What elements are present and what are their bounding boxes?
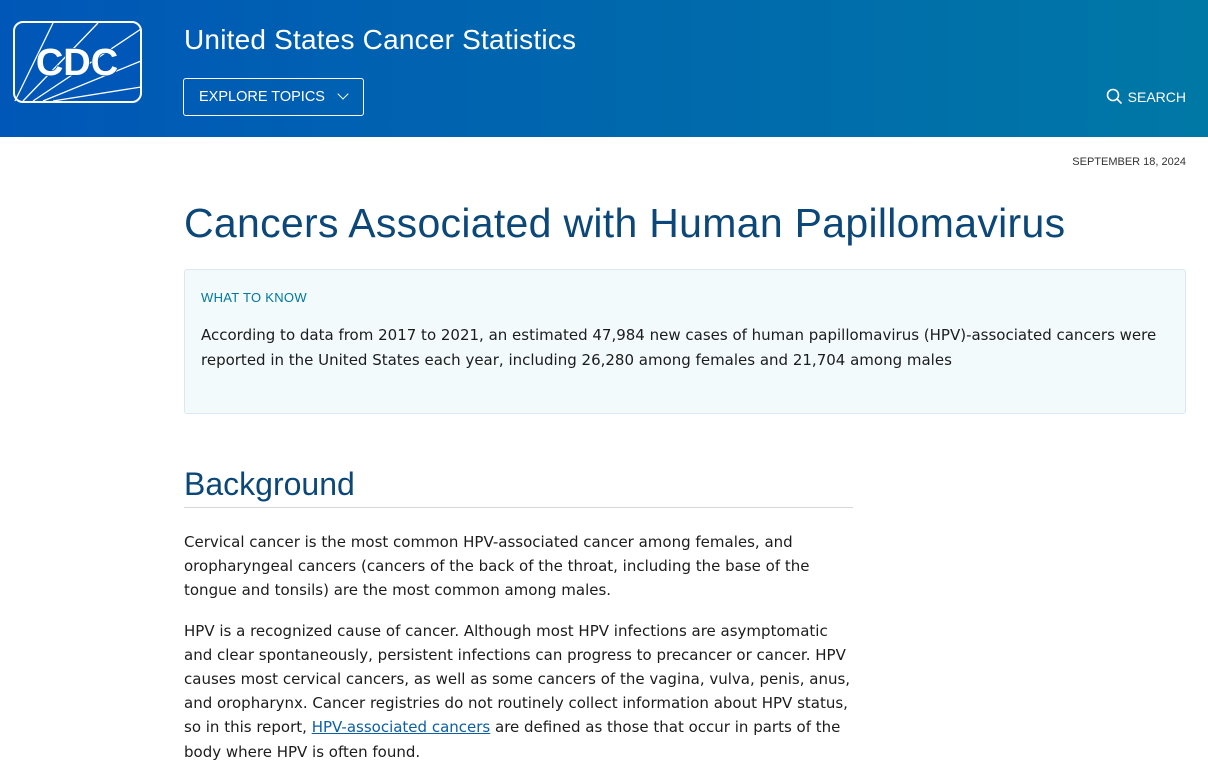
site-header — [0, 0, 1208, 137]
what-to-know-callout — [184, 269, 1186, 414]
site-title[interactable]: United States Cancer Statistics — [184, 24, 577, 55]
explore-topics-button[interactable] — [183, 78, 364, 116]
search-icon — [1106, 88, 1123, 105]
callout-text: According to data from 2017 to 2021, an estimated 47,984 new cases of human papillomavirus (HPV)-associated cancers were reported in the United States each year, including 26,280 among females and 21,704 among males — [201, 326, 1157, 369]
svg-text:CDC: CDC — [35, 42, 119, 84]
callout-title: WHAT TO KNOW — [201, 290, 307, 305]
background-paragraph-1: Cervical cancer is the most common HPV-associated cancer among females, and oropharyngeal cancers (cancers of the back of the throat, including the base of the tongue and tonsils) are the most common among males. — [184, 533, 810, 600]
background-paragraph-2 — [184, 619, 853, 764]
explore-topics-label: EXPLORE TOPICS — [199, 89, 325, 105]
page-title: Cancers Associated with Human Papillomavirus — [184, 200, 1066, 246]
paragraph-text: are defined as those that occur in parts of the body where HPV is often found. — [184, 718, 841, 761]
paragraph-text: HPV is a recognized cause of cancer. Although most HPV infections are asymptomatic and clear spontaneously, persistent infections can progress to precancer or cancer. HPV causes most cervical cancers, as well as some cancers of the vagina, vulva, penis, anus, and oropharynx. Cancer registries do not routinely collect information about HPV status, so in this report, — [184, 621, 851, 737]
background-section — [184, 530, 853, 780]
search-button[interactable] — [1106, 88, 1186, 105]
chevron-down-icon — [337, 88, 348, 99]
publish-date: SEPTEMBER 18, 2024 — [1072, 156, 1186, 168]
cdc-logo[interactable] — [13, 21, 142, 103]
background-heading: Background — [184, 466, 853, 508]
hpv-associated-cancers-link[interactable]: HPV-associated cancers — [311, 718, 491, 737]
search-label: SEARCH — [1127, 88, 1186, 105]
